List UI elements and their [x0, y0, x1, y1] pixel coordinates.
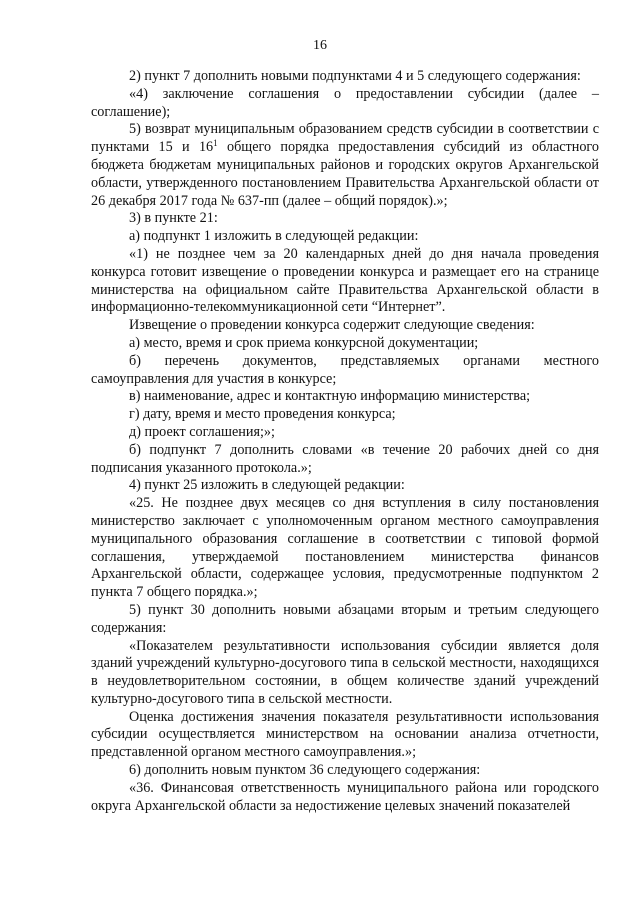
paragraph: б) перечень документов, представляемых органами местного самоуправления для участия в конкурсе;	[91, 352, 599, 387]
paragraph: 4) пункт 25 изложить в следующей редакции:	[129, 477, 405, 494]
paragraph: «36. Финансовая ответственность муниципального района или городского округа Архангельской области за недостижение целевых значений показателей	[91, 779, 599, 814]
paragraph: д) проект соглашения;»;	[129, 423, 275, 440]
paragraph	[91, 121, 599, 210]
page-number: 16	[313, 38, 327, 53]
paragraph: «4) заключение соглашения о предоставлении субсидии (далее – соглашение);	[91, 85, 599, 120]
paragraph: 2) пункт 7 дополнить новыми подпунктами 4 и 5 следующего содержания:	[129, 68, 581, 84]
paragraph: Извещение о проведении конкурса содержит следующие сведения:	[129, 317, 535, 334]
paragraph: «Показателем результативности использования субсидии является доля зданий учреждений культурно-досугового типа в сельской местности, находящихся в неудовлетворительном состоянии, в общем количестве зданий учреждений культурно-досугового типа в сельской местности.	[91, 637, 599, 707]
paragraph: 5) пункт 30 дополнить новыми абзацами вторым и третьим следующего содержания:	[91, 601, 599, 636]
paragraph: «1) не позднее чем за 20 календарных дней до дня начала проведения конкурса готовит извещение о проведении конкурса и размещает его на странице министерства на официальном сайте Правительства Архангельской области в информационно-телекоммуникационной сети “Интернет”.	[91, 245, 599, 316]
paragraph: 3) в пункте 21:	[129, 210, 218, 227]
document-body	[91, 68, 599, 815]
superscript: 1	[213, 138, 218, 149]
paragraph: в) наименование, адрес и контактную информацию министерства;	[129, 388, 531, 405]
paragraph: б) подпункт 7 дополнить словами «в течение 20 рабочих дней со дня подписания указанного протокола.»;	[91, 441, 599, 476]
paragraph: 6) дополнить новым пунктом 36 следующего содержания:	[129, 762, 481, 779]
paragraph-text: 5) возврат муниципальным образованием средств субсидии в соответствии с пунктами 15 и 16	[91, 121, 599, 156]
paragraph: а) место, время и срок приема конкурсной документации;	[129, 334, 479, 351]
paragraph: а) подпункт 1 изложить в следующей редакции:	[129, 228, 419, 245]
paragraph: Оценка достижения значения показателя результативности использования субсидии осуществляется министерством на основании анализа отчетности, представленной органом местного самоуправления.»;	[91, 708, 599, 761]
paragraph: г) дату, время и место проведения конкурса;	[129, 406, 396, 423]
paragraph-text: общего порядка предоставления субсидий из областного бюджета бюджетам муниципальных районов и городских округов Архангельской области, утвержденного постановлением Правительства Архангельской области от 26 декабря 2017 года № 637-пп (далее – общий порядок).»;	[91, 139, 599, 209]
paragraph: «25. Не позднее двух месяцев со дня вступления в силу постановления министерство заключает с уполномоченным органом местного самоуправления муниципального образования соглашение в соответствии с типовой формой соглашения, утверждаемой постановлением министерства финансов Архангельской области, содержащее условия, предусмотренные подпунктом 2 пункта 7 общего порядка.»;	[91, 495, 599, 601]
